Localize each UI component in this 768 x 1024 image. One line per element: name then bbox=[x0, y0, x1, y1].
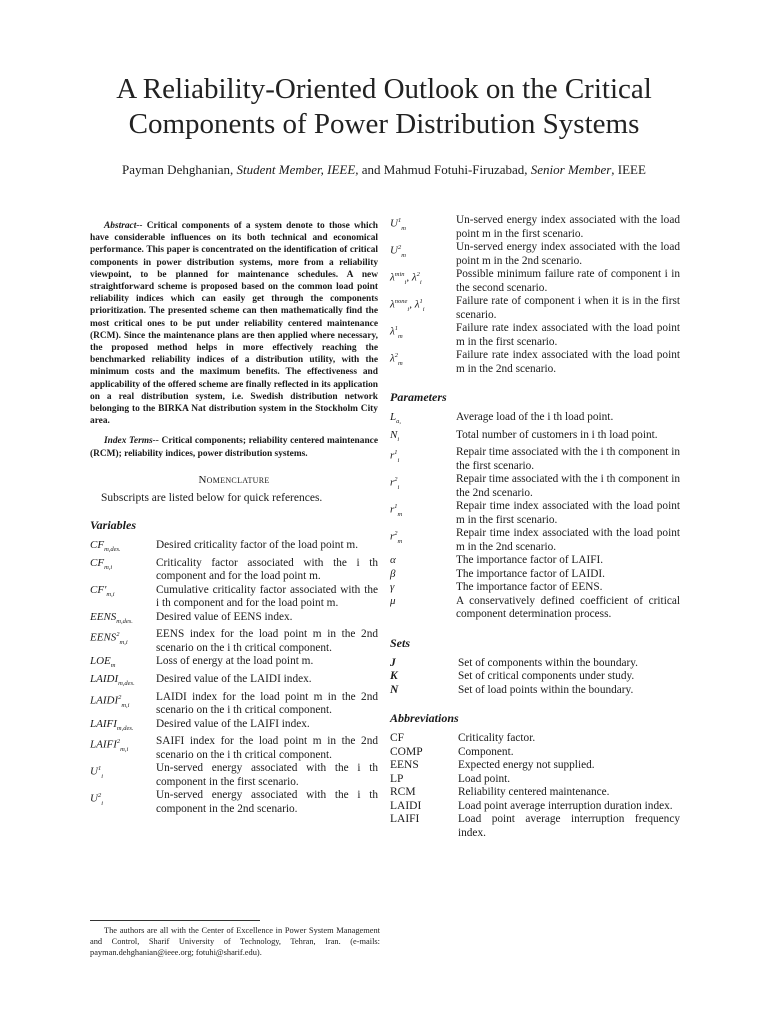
symbol-superscript: 2 bbox=[97, 792, 102, 800]
symbol bbox=[390, 322, 456, 343]
symbol-base: λ bbox=[390, 271, 395, 284]
nomenclature-row bbox=[390, 581, 680, 595]
symbol-subscript: m bbox=[398, 332, 403, 340]
nomenclature-row bbox=[90, 557, 378, 584]
definition: The importance factor of LAIDI. bbox=[456, 567, 605, 580]
abstract-lead: Abstract-- bbox=[104, 221, 143, 231]
symbol-subscript-2: i bbox=[422, 305, 425, 313]
symbol bbox=[390, 732, 458, 746]
variables-list bbox=[90, 539, 378, 816]
definition: SAIFI index for the load point m in the 2nd scenario on the i th critical component. bbox=[156, 735, 378, 761]
symbol-base: N bbox=[390, 428, 398, 441]
definition: Load point average interruption duration index. bbox=[458, 799, 673, 812]
definition: Expected energy not supplied. bbox=[458, 759, 595, 772]
symbol bbox=[90, 611, 156, 629]
nomenclature-row bbox=[390, 268, 680, 295]
symbol-base: U bbox=[390, 244, 398, 257]
nomenclature-row bbox=[390, 800, 680, 814]
symbol bbox=[390, 554, 456, 568]
definition: Average load of the i th load point. bbox=[456, 411, 614, 423]
definition: Set of components within the boundary. bbox=[458, 656, 638, 669]
symbol-superscript: 1 bbox=[97, 765, 102, 773]
symbol bbox=[390, 657, 458, 671]
nomenclature-row bbox=[390, 295, 680, 322]
definition: Un-served energy associated with the i th component in the 2nd scenario. bbox=[156, 789, 378, 815]
symbol-subscript: i bbox=[101, 773, 104, 781]
symbol-superscript-2: 1 bbox=[419, 298, 423, 305]
author-1-name: Payman Dehghanian, bbox=[122, 162, 237, 177]
symbol bbox=[390, 746, 458, 760]
symbol-base: LAIDI bbox=[90, 694, 119, 707]
definition: Set of load points within the boundary. bbox=[458, 683, 634, 696]
symbol-base: CF bbox=[90, 556, 105, 569]
definition: Repair time index associated with the load point m in the first scenario. bbox=[456, 500, 680, 526]
nomenclature-row bbox=[390, 322, 680, 349]
definition: Repair time index associated with the load point m in the 2nd scenario. bbox=[456, 527, 680, 553]
symbol-base-2: , λ bbox=[409, 298, 420, 311]
symbol-subscript: m bbox=[397, 538, 403, 546]
symbol-base: EENS bbox=[90, 631, 117, 644]
author-2-org: , IEEE bbox=[611, 162, 646, 177]
abstract bbox=[90, 220, 378, 427]
symbol-subscript: a, bbox=[396, 418, 401, 426]
definition: EENS index for the load point m in the 2nd scenario on the i th critical component. bbox=[156, 628, 378, 654]
symbol-base: U bbox=[390, 217, 398, 230]
nomenclature-subtitle: Subscripts are listed below for quick references. bbox=[101, 491, 323, 504]
symbol bbox=[90, 789, 156, 810]
symbol bbox=[390, 759, 458, 773]
sets-heading: Sets bbox=[390, 635, 411, 650]
symbol-superscript: 2 bbox=[394, 352, 399, 359]
nomenclature-row bbox=[90, 762, 378, 789]
author-line bbox=[40, 162, 728, 178]
symbol bbox=[390, 581, 456, 595]
symbol bbox=[390, 214, 456, 235]
symbol bbox=[390, 813, 458, 827]
definition: Repair time associated with the i th component in the 2nd scenario. bbox=[456, 473, 681, 499]
sets-list bbox=[390, 657, 680, 698]
definition: The importance factor of LAIFI. bbox=[456, 554, 604, 567]
symbol bbox=[390, 241, 456, 262]
symbol bbox=[390, 500, 456, 521]
symbol bbox=[390, 295, 456, 316]
symbol bbox=[90, 628, 156, 649]
symbol-base: r bbox=[390, 531, 395, 544]
variables-continued-list bbox=[390, 214, 680, 376]
symbol bbox=[90, 557, 156, 575]
definition: Un-served energy index associated with the load point m in the first scenario. bbox=[456, 214, 680, 240]
symbol-base: L bbox=[390, 411, 397, 423]
symbol bbox=[390, 684, 458, 698]
symbol-superscript: 1 bbox=[394, 325, 399, 332]
symbol-subscript: m,i bbox=[120, 746, 129, 754]
index-terms bbox=[90, 435, 378, 459]
symbol-base: β bbox=[390, 567, 396, 580]
author-and: and Mahmud Fotuhi-Firuzabad, bbox=[358, 162, 531, 177]
symbol bbox=[390, 473, 456, 494]
symbol-superscript: 2 bbox=[118, 693, 122, 701]
symbol bbox=[90, 655, 156, 673]
symbol-base: K bbox=[390, 670, 398, 683]
symbol-base: U bbox=[90, 792, 98, 805]
symbol-base: RCM bbox=[390, 786, 416, 799]
abbreviations-heading: Abbreviations bbox=[390, 711, 459, 726]
symbol-base: λ bbox=[390, 352, 395, 365]
symbol-base: r bbox=[390, 504, 395, 517]
definition: Failure rate of component i when it is in the first scenario. bbox=[456, 295, 680, 321]
nomenclature-row bbox=[390, 684, 680, 698]
footnote: The authors are all with the Center of Excellence in Power System Management and Control, Sharif University of Technology, Tehran, Iran. (e-mails: payman.dehghanian@ieee.org; fotuhi@sharif.edu). bbox=[90, 926, 380, 957]
symbol-base: α bbox=[390, 554, 396, 567]
symbol-superscript: 2 bbox=[116, 738, 121, 746]
nomenclature-row bbox=[90, 611, 378, 629]
symbol bbox=[390, 595, 456, 609]
definition: Reliability centered maintenance. bbox=[458, 786, 610, 799]
symbol-subscript: i bbox=[407, 305, 410, 313]
symbol bbox=[90, 691, 156, 712]
nomenclature-row bbox=[390, 446, 680, 473]
symbol-subscript: m,des. bbox=[118, 680, 135, 688]
symbol-base: LAIFI bbox=[90, 738, 117, 751]
definition: Load point average interruption frequency index. bbox=[458, 813, 680, 839]
symbol-base: N bbox=[390, 683, 399, 696]
symbol-base: COMP bbox=[390, 745, 423, 758]
symbol-base: r bbox=[390, 450, 395, 463]
nomenclature-row bbox=[390, 241, 680, 268]
symbol bbox=[90, 673, 156, 691]
nomenclature-row bbox=[390, 568, 680, 582]
index-terms-text: Critical components; reliability centered maintenance (RCM); reliability indices, power distribution systems. bbox=[90, 436, 378, 459]
definition: Desired criticality factor of the load point m. bbox=[156, 538, 359, 551]
index-terms-lead: Index Terms-- bbox=[104, 436, 159, 447]
symbol-base: λ bbox=[390, 325, 395, 338]
symbol-subscript: m,i bbox=[119, 639, 128, 647]
symbol-superscript: min bbox=[394, 271, 405, 278]
symbol bbox=[390, 268, 456, 289]
symbol-base: CF bbox=[90, 538, 105, 551]
paper-title: A Reliability-Oriented Outlook on the Critical Components of Power Distribution Systems bbox=[116, 73, 652, 140]
definition: Failure rate index associated with the load point m in the 2nd scenario. bbox=[456, 349, 680, 375]
symbol-base: J bbox=[390, 656, 396, 669]
symbol-base-2: , λ bbox=[406, 271, 417, 284]
symbol-base: LOE bbox=[90, 655, 111, 668]
symbol bbox=[390, 773, 458, 787]
author-2-role: Senior Member bbox=[530, 162, 612, 177]
footnote-rule bbox=[90, 920, 260, 921]
nomenclature-row bbox=[390, 813, 680, 840]
symbol bbox=[390, 446, 456, 467]
symbol-subscript: m bbox=[398, 359, 403, 367]
nomenclature-row bbox=[390, 732, 680, 746]
symbol-subscript: m,des. bbox=[116, 724, 134, 732]
symbol-superscript-2: 2 bbox=[416, 271, 420, 278]
symbol bbox=[390, 800, 458, 814]
nomenclature-row bbox=[90, 584, 378, 611]
definition: Possible minimum failure rate of component i in the second scenario. bbox=[456, 268, 680, 294]
symbol-subscript: m bbox=[401, 251, 406, 259]
definition: Failure rate index associated with the load point m in the first scenario. bbox=[456, 322, 680, 348]
symbol-subscript: m,i bbox=[121, 701, 130, 709]
nomenclature-row bbox=[390, 595, 680, 622]
nomenclature-row bbox=[390, 527, 680, 554]
nomenclature-row bbox=[390, 214, 680, 241]
symbol-subscript: m bbox=[397, 511, 403, 519]
nomenclature-row bbox=[90, 789, 378, 816]
symbol-base: CF' bbox=[90, 583, 107, 596]
definition: Criticality factor. bbox=[458, 732, 536, 745]
symbol-subscript: i bbox=[101, 800, 104, 808]
definition: Component. bbox=[458, 745, 514, 758]
symbol-base: LAIDI bbox=[90, 672, 119, 685]
nomenclature-row bbox=[390, 786, 680, 800]
symbol bbox=[90, 584, 156, 602]
abbreviations-list bbox=[390, 732, 680, 840]
symbol-subscript: m,i bbox=[104, 563, 113, 571]
nomenclature-heading: Nomenclature bbox=[198, 473, 270, 486]
symbol-base: LP bbox=[390, 772, 404, 785]
symbol-base: LAIFI bbox=[90, 717, 117, 730]
symbol-subscript: i bbox=[397, 435, 400, 443]
symbol-superscript: 1 bbox=[397, 217, 402, 224]
definition: Loss of energy at the load point m. bbox=[156, 655, 314, 668]
left-column bbox=[90, 220, 378, 816]
nomenclature-row bbox=[390, 554, 680, 568]
symbol bbox=[90, 718, 156, 736]
nomenclature-row bbox=[90, 691, 378, 718]
definition: Total number of customers in i th load point. bbox=[456, 428, 658, 441]
symbol-base: EENS bbox=[390, 759, 419, 772]
nomenclature-row bbox=[390, 746, 680, 760]
symbol-subscript: i bbox=[404, 278, 407, 286]
nomenclature-row bbox=[390, 349, 680, 376]
symbol bbox=[390, 411, 456, 429]
symbol-subscript: i bbox=[397, 484, 400, 492]
symbol-base: LAIDI bbox=[390, 799, 422, 812]
symbol bbox=[390, 349, 456, 370]
nomenclature-row bbox=[390, 411, 680, 429]
nomenclature-row bbox=[390, 500, 680, 527]
nomenclature-row bbox=[90, 718, 378, 736]
symbol bbox=[90, 762, 156, 783]
symbol-subscript-2: i bbox=[419, 278, 422, 286]
right-column bbox=[390, 214, 680, 840]
parameters-heading: Parameters bbox=[390, 390, 447, 404]
symbol-superscript: 1 bbox=[394, 449, 398, 457]
definition: Load point. bbox=[458, 772, 511, 785]
symbol-subscript: m,i bbox=[106, 590, 115, 598]
symbol bbox=[90, 735, 156, 756]
nomenclature-row bbox=[390, 773, 680, 787]
symbol-base: λ bbox=[390, 298, 395, 311]
nomenclature-row bbox=[90, 673, 378, 691]
nomenclature-row bbox=[90, 735, 378, 762]
definition: Repair time associated with the i th component in the first scenario. bbox=[456, 446, 681, 472]
definition: Desired value of EENS index. bbox=[156, 610, 293, 623]
symbol bbox=[390, 568, 456, 582]
symbol-superscript: 2 bbox=[394, 476, 398, 484]
nomenclature-row bbox=[390, 657, 680, 671]
symbol-superscript: 2 bbox=[397, 244, 402, 251]
symbol bbox=[390, 670, 458, 684]
definition: Set of critical components under study. bbox=[458, 670, 635, 683]
symbol-subscript: m bbox=[110, 662, 116, 670]
definition: Criticality factor associated with the i th component and for the load point m. bbox=[156, 556, 378, 583]
symbol-subscript: m bbox=[401, 224, 406, 232]
definition: Un-served energy index associated with the load point m in the 2nd scenario. bbox=[456, 241, 680, 267]
symbol bbox=[390, 527, 456, 548]
symbol bbox=[90, 539, 156, 557]
nomenclature-row bbox=[390, 759, 680, 773]
nomenclature-row bbox=[90, 628, 378, 655]
symbol-base: LAIFI bbox=[390, 813, 420, 826]
symbol-base: EENS bbox=[90, 610, 117, 623]
symbol-superscript: none bbox=[394, 298, 408, 305]
symbol-superscript: 1 bbox=[394, 503, 398, 511]
definition: LAIDI index for the load point m in the 2nd scenario on the i th critical component. bbox=[156, 690, 378, 717]
definition: Cumulative criticality factor associated with the i th component and for the load point m. bbox=[156, 583, 378, 610]
definition: A conservatively defined coefficient of critical component determination process. bbox=[456, 594, 680, 621]
symbol bbox=[390, 786, 458, 800]
variables-heading: Variables bbox=[90, 517, 137, 532]
abstract-text: Critical components of a system denote to those which have considerable influences on its both technical and economical performance. This paper is concentrated on the identification of critical components in power distribution systems, more from a reliability viewpoint, to be planned for maintenance schedules. A new straightforward scheme is proposed based on the common load point reliability indices which can easily get through the components prioritization. The presented scheme can then mathematically find the most critical ones to be put under reliability centered maintenance (RCM). Since the maintenance plans are then applied where necessary, the proposed method helps in more effectively reaching the benchmarked reliability indices of a distribution utility, with the minimum costs and the maximum benefits. The effectiveness and applicability of the offered scheme are finally reflected in its application on a real distribution system, i.e. Swedish distribution network belonging to the BIRKA Nat distribution system in the Stockholm City area. bbox=[90, 221, 378, 427]
symbol-base: U bbox=[90, 765, 98, 778]
symbol-base: γ bbox=[390, 581, 395, 594]
symbol-subscript: m,des. bbox=[104, 546, 121, 554]
nomenclature-row bbox=[90, 655, 378, 673]
symbol-base: CF bbox=[390, 732, 405, 745]
symbol-superscript: 2 bbox=[116, 631, 120, 639]
symbol-base: r bbox=[390, 477, 395, 490]
definition: Desired value of the LAIDI index. bbox=[156, 672, 312, 685]
symbol bbox=[390, 429, 456, 447]
nomenclature-row bbox=[390, 429, 680, 447]
nomenclature-row bbox=[390, 670, 680, 684]
definition: Un-served energy associated with the i th component in the first scenario. bbox=[156, 762, 378, 788]
symbol-superscript: 2 bbox=[394, 530, 398, 538]
symbol-subscript: m,des. bbox=[116, 617, 133, 625]
author-1-role: Student Member, IEEE, bbox=[236, 162, 359, 177]
parameters-list bbox=[390, 411, 680, 622]
symbol-base: μ bbox=[390, 594, 396, 607]
definition: Desired value of the LAIFI index. bbox=[156, 717, 310, 730]
definition: The importance factor of EENS. bbox=[456, 581, 603, 594]
nomenclature-row bbox=[90, 539, 378, 557]
nomenclature-row bbox=[390, 473, 680, 500]
symbol-subscript: i bbox=[397, 457, 400, 465]
